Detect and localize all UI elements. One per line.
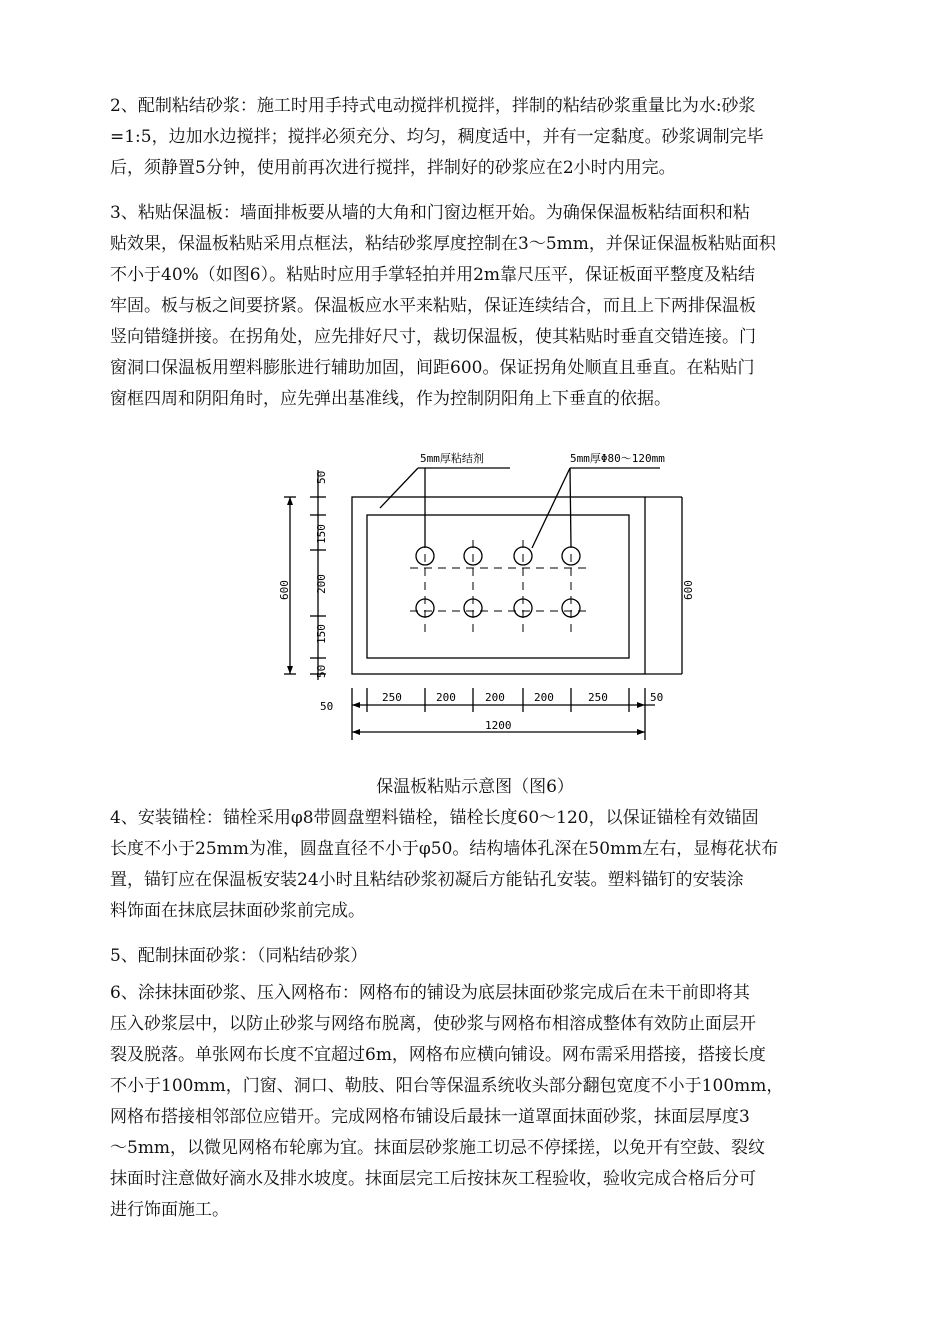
dim-h-50-left: 50	[320, 700, 334, 713]
dim-h-200-c: 200	[534, 691, 554, 704]
text-line: 6、涂抹抹面砂浆、压入网格布：网格布的铺设为底层抹面砂浆完成后在未干前即将其	[110, 983, 750, 1003]
text-line: 5、配制抹面砂浆：（同粘结砂浆）	[110, 946, 368, 966]
text-line: 抹面时注意做好滴水及排水坡度。抹面层完工后按抹灰工程验收，验收完成合格后分可	[110, 1169, 756, 1189]
text-line: 压入砂浆层中，以防止砂浆与网络布脱离，使砂浆与网格布相溶成整体有效防止面层开	[110, 1014, 756, 1034]
paragraph-apply-mesh	[110, 978, 842, 1226]
board-outline	[352, 497, 645, 674]
dim-150-lower: 150	[315, 624, 328, 644]
dim-h-250-right: 250	[588, 691, 608, 704]
paragraph-mix-adhesive-mortar	[110, 91, 842, 184]
text-line: 窗框四周和阴阳角时，应先弹出基准线，作为控制阴阳角上下垂直的依据。	[110, 389, 671, 409]
text-line: 竖向错缝拼接。在拐角处，应先排好尺寸，裁切保温板，使其粘贴时垂直交错连接。门	[110, 327, 756, 347]
label-adhesive-dots: 5mm厚Φ80～120mm	[570, 452, 665, 465]
dim-bottom: 50	[315, 664, 328, 678]
text-line: 进行饰面施工。	[110, 1200, 229, 1220]
dim-top: 50	[315, 470, 328, 484]
label-adhesive: 5mm厚粘结剂	[420, 452, 484, 465]
text-line: 4、安装锚栓：锚栓采用φ8带圆盘塑料锚栓，锚栓长度60～120，以保证锚栓有效锚固	[110, 808, 759, 828]
paragraph-attach-insulation-board	[110, 198, 842, 415]
text-line: ～5mm，以微见网格布轮廓为宜。抹面层砂浆施工切忌不停揉搓，以免开有空鼓、裂纹	[110, 1138, 766, 1158]
dim-h-50-right: 50	[650, 691, 664, 704]
adhesive-dots	[416, 547, 580, 617]
text-line: 窗洞口保温板用塑料膨胀进行辅助加固，间距600。保证拐角处顺直且垂直。在粘贴门	[110, 358, 755, 378]
dim-h-200-b: 200	[485, 691, 505, 704]
dim-200-middle: 200	[315, 574, 328, 594]
text-line: 2、配制粘结砂浆：施工时用手持式电动搅拌机搅拌，拌制的粘结砂浆重量比为水:砂浆	[110, 96, 756, 116]
dim-h-250-left: 250	[382, 691, 402, 704]
dim-total: 1200	[485, 719, 512, 732]
dim-h-200-a: 200	[436, 691, 456, 704]
figure-caption: 保温板粘贴示意图（图6）	[376, 777, 574, 797]
text-line: 贴效果，保温板粘贴采用点框法，粘结砂浆厚度控制在3～5mm，并保证保温板粘贴面积	[110, 234, 776, 254]
text-line: 裂及脱落。单张网布长度不宜超过6m，网格布应横向铺设。网布需采用搭接，搭接长度	[110, 1045, 766, 1065]
dim-150-upper: 150	[315, 524, 328, 544]
text-line: 不小于40%（如图6）。粘贴时应用手掌轻拍并用2m靠尺压平，保证板面平整度及粘结	[110, 265, 756, 285]
text-line: 网格布搭接相邻部位应错开。完成网格布铺设后最抹一道罩面抹面砂浆，抹面层厚度3	[110, 1107, 750, 1127]
text-line: =1:5，边加水边搅拌；搅拌必须充分、均匀，稠度适中，并有一定黏度。砂浆调制完毕	[110, 127, 764, 147]
insulation-board-diagram	[270, 440, 695, 750]
text-line: 牢固。板与板之间要挤紧。保温板应水平来粘贴，保证连续结合，而且上下两排保温板	[110, 296, 756, 316]
text-line: 后，须静置5分钟，使用前再次进行搅拌，拌制好的砂浆应在2小时内用完。	[110, 158, 676, 178]
text-line: 置，锚钉应在保温板安装24小时且粘结砂浆初凝后方能钻孔安装。塑料锚钉的安装涂	[110, 870, 744, 890]
paragraph-mix-finish-mortar	[110, 941, 842, 972]
dim-height-right: 600	[682, 580, 695, 600]
text-line: 3、粘贴保温板：墙面排板要从墙的大角和门窗边框开始。为确保保温板粘结面积和粘	[110, 203, 750, 223]
paragraph-install-anchors	[110, 803, 842, 927]
dim-height-left: 600	[278, 580, 291, 600]
adhesive-frame	[367, 515, 629, 658]
text-line: 料饰面在抹底层抹面砂浆前完成。	[110, 901, 365, 921]
text-line: 长度不小于25mm为准，圆盘直径不小于φ50。结构墙体孔深在50mm左右，显梅花状布	[110, 839, 779, 859]
text-line: 不小于100mm，门窗、洞口、勒肢、阳台等保温系统收头部分翻包宽度不小于100mm，	[110, 1076, 784, 1096]
